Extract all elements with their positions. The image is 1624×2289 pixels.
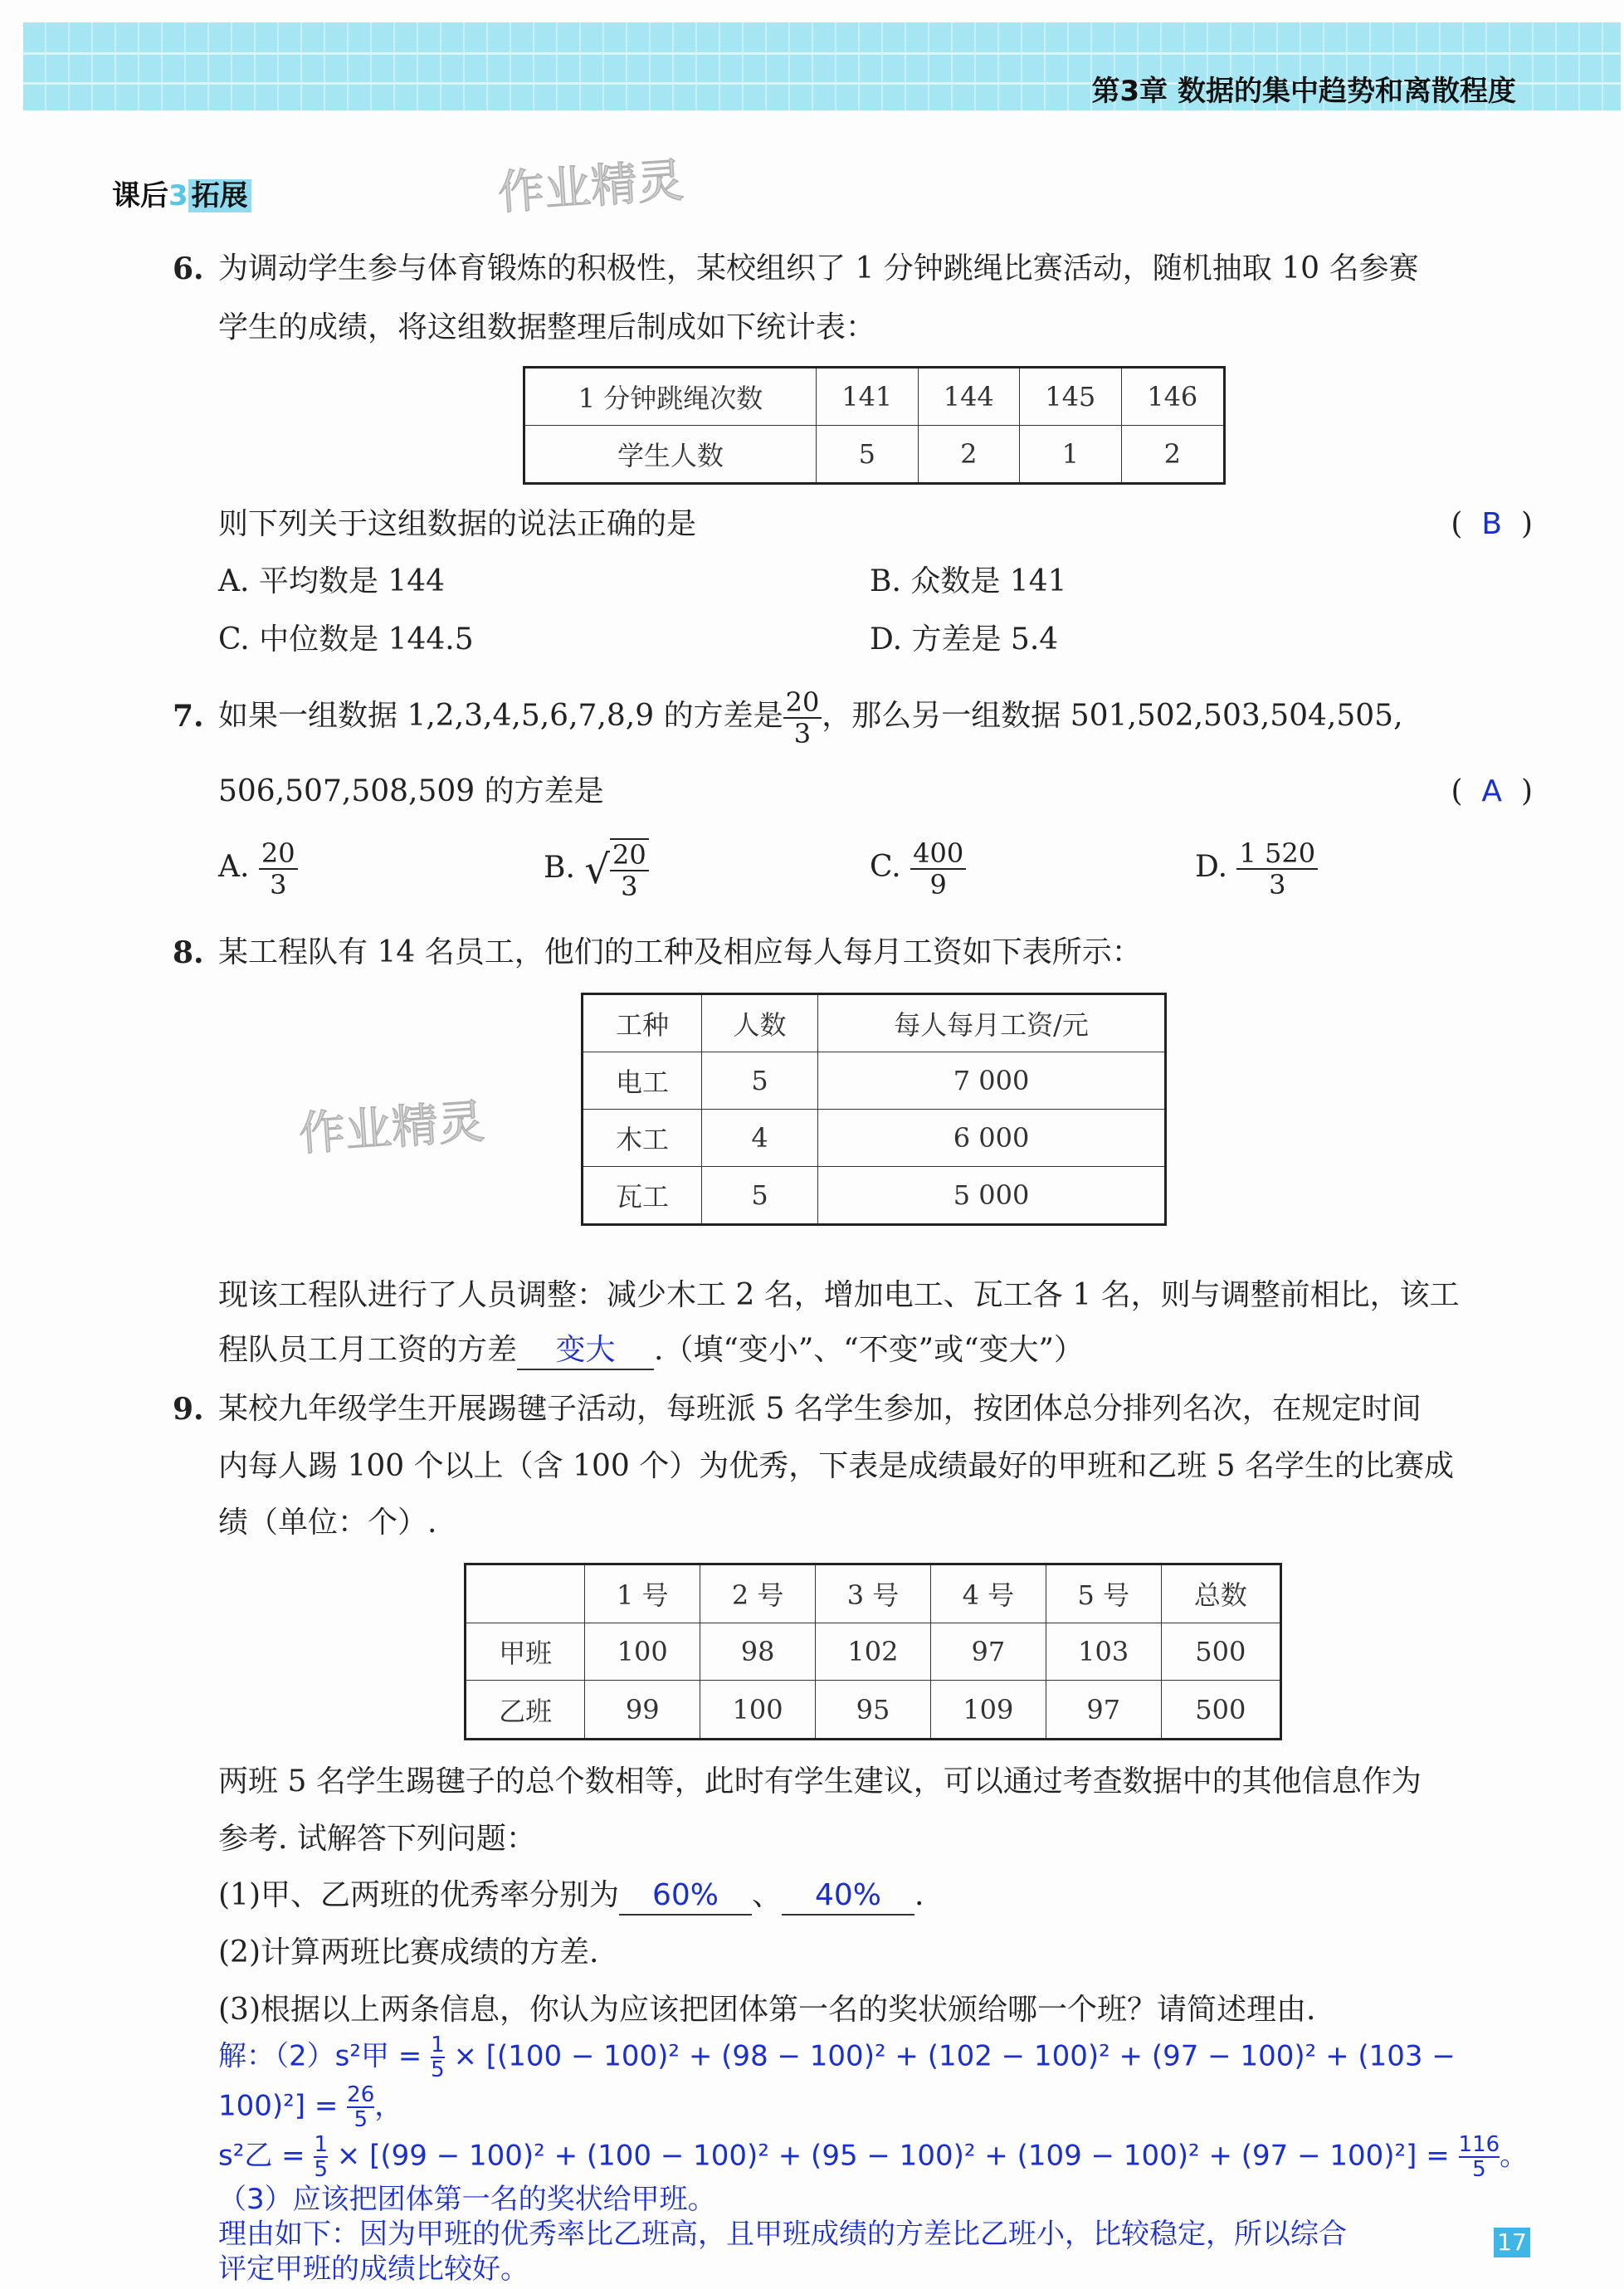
table-cell: 97 (1046, 1681, 1161, 1740)
q8-text-a: 程队员工月工资的方差 (218, 1333, 518, 1367)
table-cell: 95 (816, 1681, 931, 1740)
q7-text-b: ，那么另一组数据 501,502,503,504,505, (822, 699, 1403, 733)
table-cell: 144 (918, 368, 1020, 426)
fraction (431, 2033, 445, 2082)
paren: ) (1520, 507, 1533, 541)
table-row (524, 426, 1225, 484)
denominator: 3 (621, 871, 638, 902)
q9-text: 两班 5 名学生踢毽子的总个数相等，此时有学生建议，可以通过考查数据中的其他信息作为 (218, 1764, 1422, 1798)
table-cell: 4 号 (930, 1564, 1046, 1623)
fraction (910, 838, 966, 900)
watermark: 作业精灵 (495, 154, 685, 221)
paren: ( (1451, 507, 1463, 541)
table-cell: 102 (816, 1623, 931, 1680)
table-cell: 7 000 (818, 1052, 1166, 1110)
answer-blank-2: 40% (782, 1877, 914, 1916)
q9-text: 某校九年级学生开展踢毽子活动，每班派 5 名学生参加，按团体总分排列名次，在规定时间 (218, 1392, 1422, 1426)
table-row (466, 1681, 1281, 1740)
paren: ) (1520, 774, 1533, 808)
table-cell: 4 (702, 1109, 818, 1166)
q9-text: 参考. 试解答下列问题： (218, 1822, 536, 1856)
fraction (783, 687, 822, 749)
q6-text: 为调动学生参与体育锻炼的积极性，某校组织了 1 分钟跳绳比赛活动，随机抽取 10 名参赛 (218, 251, 1419, 286)
table-cell: 3 号 (816, 1564, 931, 1623)
section-title-b: 拓展 (188, 179, 251, 212)
option-a (218, 838, 298, 900)
denominator: 5 (354, 2107, 368, 2132)
paren: ( (1451, 774, 1463, 808)
q9-part-2: (2)计算两班比赛成绩的方差. (218, 1935, 599, 1969)
table-cell: 总数 (1161, 1564, 1280, 1623)
q8-table (581, 993, 1167, 1226)
solution-text: × [(99 − 100)² + (100 − 100)² + (95 − 100)² + (109 − 100)² + (97 − 100)²] = (328, 2139, 1459, 2173)
answer-blank-1: 60% (619, 1877, 752, 1916)
solution-text: 。 (1500, 2139, 1529, 2173)
table-cell: 141 (817, 368, 919, 426)
table-cell: 146 (1121, 368, 1225, 426)
section-icon: 3 (168, 179, 188, 212)
table-cell (466, 1564, 585, 1623)
table-cell: 98 (700, 1623, 816, 1680)
sqrt-icon: √ (584, 847, 610, 893)
table-cell: 97 (930, 1623, 1046, 1680)
page-number: 17 (1494, 2228, 1530, 2257)
table-cell: 5 号 (1046, 1564, 1161, 1623)
table-cell: 100 (700, 1681, 816, 1740)
section-title-a: 课后 (112, 179, 168, 212)
table-cell: 每人每月工资/元 (818, 994, 1166, 1052)
denominator: 3 (1269, 869, 1286, 900)
option-label: C. (870, 850, 901, 884)
option-c: C. 中位数是 144.5 (218, 622, 474, 656)
option-label: D. (1195, 850, 1228, 884)
table-cell: 5 (702, 1052, 818, 1110)
q7-answer: A (1481, 774, 1503, 808)
option-b (544, 838, 649, 901)
table-row (524, 368, 1225, 426)
section-title (112, 173, 251, 213)
solution-line: （3）应该把团体第一名的奖状给甲班。 (218, 2183, 716, 2216)
denominator: 5 (431, 2057, 445, 2082)
solution-text: ， (374, 2089, 403, 2123)
question-number: 9. (173, 1392, 204, 1427)
q6-stem: 则下列关于这组数据的说法正确的是 (218, 507, 697, 541)
option-d: D. 方差是 5.4 (870, 622, 1059, 656)
table-cell: 乙班 (466, 1681, 585, 1740)
table-cell: 瓦工 (583, 1166, 702, 1224)
q8-text: 某工程队有 14 名员工，他们的工种及相应每人每月工资如下表所示： (218, 935, 1142, 969)
solution-text: × [(100 − 100)² + (98 − 100)² + (102 − 100)² + (97 − 100)² + (103 − (444, 2039, 1456, 2073)
table-cell: 145 (1020, 368, 1122, 426)
table-cell: 电工 (583, 1052, 702, 1110)
numerator: 1 520 (1236, 838, 1318, 870)
table-cell: 木工 (583, 1109, 702, 1166)
denominator: 3 (793, 718, 812, 749)
table-cell: 99 (585, 1681, 700, 1740)
table-cell: 2 (1121, 426, 1225, 484)
table-row (583, 1052, 1166, 1110)
solution-text: 解：（2）s²甲 = (218, 2039, 432, 2073)
q8-answer-blank: 变大 (517, 1332, 654, 1370)
table-cell: 500 (1161, 1681, 1280, 1740)
q8-text: 现该工程队进行了人员调整：减少木工 2 名，增加电工、瓦工各 1 名，则与调整前相比，该工 (218, 1278, 1460, 1312)
q9-text: 绩（单位：个）. (218, 1506, 437, 1540)
numerator: 20 (259, 838, 298, 870)
watermark: 作业精灵 (296, 1095, 486, 1162)
question-number: 8. (173, 935, 204, 970)
table-cell: 5 (817, 426, 919, 484)
table-cell: 100 (585, 1623, 700, 1680)
q9-part-3: (3)根据以上两条信息，你认为应该把团体第一名的奖状颁给哪一个班？请简述理由. (218, 1993, 1316, 2027)
table-row (466, 1623, 1281, 1680)
q7-answer-bracket (1451, 774, 1533, 810)
q7-text-a: 如果一组数据 1,2,3,4,5,6,7,8,9 的方差是 (218, 699, 783, 733)
table-cell: 甲班 (466, 1623, 585, 1680)
table-row (466, 1564, 1281, 1623)
table-cell: 1 号 (585, 1564, 700, 1623)
q8-text (218, 1332, 1084, 1370)
solution-line: 评定甲班的成绩比较好。 (218, 2252, 529, 2286)
table-cell: 人数 (702, 994, 818, 1052)
fraction (259, 838, 298, 900)
table-row (583, 994, 1166, 1052)
q9-text: 内每人踢 100 个以上（含 100 个）为优秀，下表是成绩最好的甲班和乙班 5 名学生的比赛成 (218, 1449, 1454, 1483)
denominator: 5 (1472, 2157, 1486, 2182)
table-cell: 2 号 (700, 1564, 816, 1623)
solution-line (218, 2033, 1456, 2082)
denominator: 5 (314, 2157, 328, 2182)
option-b: B. 众数是 141 (870, 564, 1067, 598)
table-row (583, 1166, 1166, 1224)
fraction (1459, 2133, 1500, 2181)
numerator: 116 (1458, 2132, 1500, 2157)
chapter-title: 第3章 数据的集中趋势和离散程度 (1091, 75, 1516, 108)
numerator: 26 (347, 2082, 375, 2107)
solution-text: 100)²] = (218, 2089, 348, 2123)
q6-text: 学生的成绩，将这组数据整理后制成如下统计表： (218, 310, 876, 344)
q7-text: 506,507,508,509 的方差是 (218, 774, 604, 808)
solution-line (218, 2133, 1528, 2181)
question-number: 6. (173, 251, 204, 286)
q9-part-1 (218, 1877, 924, 1916)
table-cell: 5 000 (818, 1166, 1166, 1224)
q6-table (523, 366, 1226, 485)
table-cell: 学生人数 (524, 426, 817, 484)
q9-part-1-text: (1)甲、乙两班的优秀率分别为 (218, 1878, 619, 1912)
option-d (1195, 838, 1318, 900)
denominator: 3 (270, 869, 287, 900)
solution-text: s²乙 = (218, 2139, 315, 2173)
table-cell: 109 (930, 1681, 1046, 1740)
option-label: A. (218, 850, 250, 884)
table-cell: 2 (918, 426, 1020, 484)
q7-text (218, 685, 1403, 749)
solution-line (218, 2083, 402, 2131)
table-cell: 工种 (583, 994, 702, 1052)
option-label: B. (544, 851, 575, 885)
fraction (314, 2133, 328, 2181)
q8-text-b: .（填“变小”、“不变”或“变大”） (654, 1333, 1084, 1367)
separator: 、 (752, 1878, 783, 1912)
numerator: 400 (910, 838, 966, 870)
table-cell: 1 分钟跳绳次数 (524, 368, 817, 426)
numerator: 20 (783, 687, 822, 719)
option-a: A. 平均数是 144 (218, 564, 446, 598)
option-c (870, 838, 966, 900)
period: . (914, 1878, 924, 1912)
numerator: 1 (431, 2033, 445, 2057)
numerator: 20 (610, 840, 649, 871)
solution-line: 理由如下：因为甲班的优秀率比乙班高，且甲班成绩的方差比乙班小，比较稳定，所以综合 (218, 2218, 1347, 2251)
q6-answer: B (1481, 507, 1503, 541)
table-cell: 6 000 (818, 1109, 1166, 1166)
q6-answer-bracket (1451, 506, 1533, 543)
fraction (610, 838, 649, 901)
table-cell: 500 (1161, 1623, 1280, 1680)
question-number: 7. (173, 699, 204, 734)
numerator: 1 (314, 2132, 328, 2157)
table-cell: 103 (1046, 1623, 1161, 1680)
fraction (1236, 838, 1318, 900)
table-cell: 1 (1020, 426, 1122, 484)
denominator: 9 (929, 869, 947, 900)
fraction (347, 2083, 374, 2131)
q9-table (464, 1563, 1282, 1740)
table-cell: 5 (702, 1166, 818, 1224)
table-row (583, 1109, 1166, 1166)
